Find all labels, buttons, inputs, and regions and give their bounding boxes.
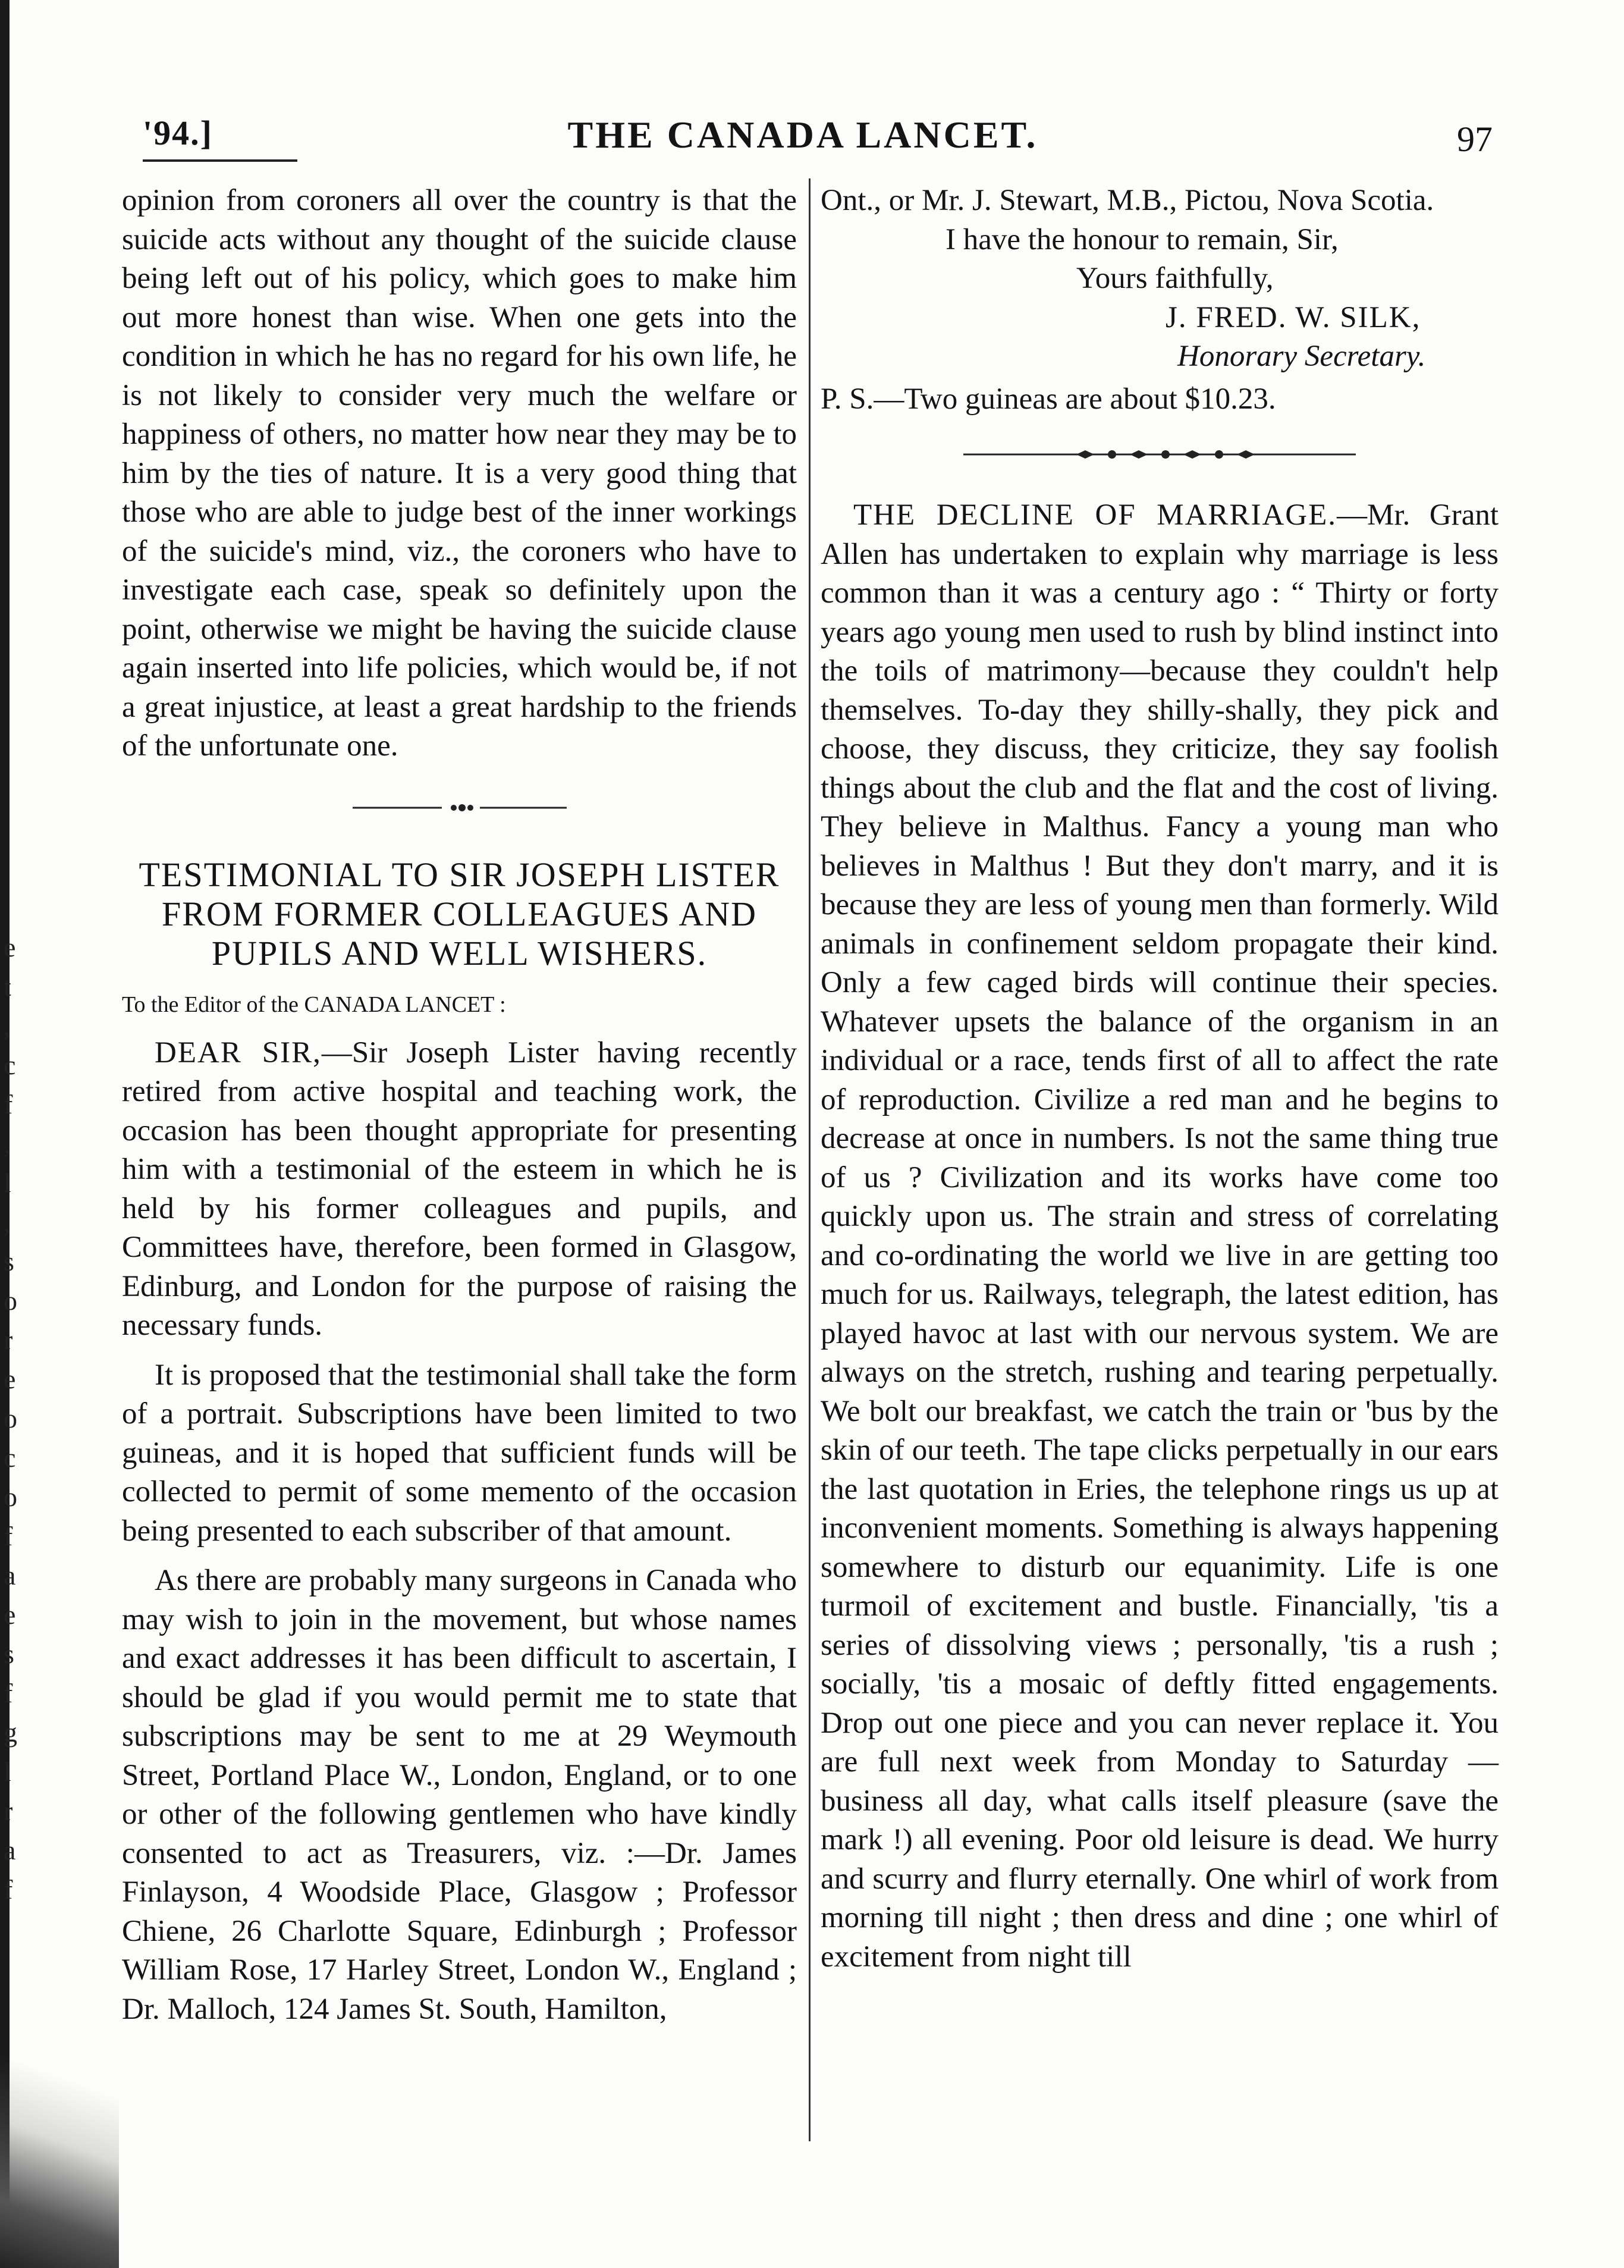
margin-fragment: c (4, 1050, 16, 1080)
running-header (119, 113, 1493, 167)
section-ornament (353, 802, 567, 814)
decline-of-marriage-article (821, 496, 1499, 1977)
journal-title: THE CANADA LANCET. (567, 114, 1038, 156)
margin-fragment: s (4, 1246, 14, 1276)
margin-fragment: t (4, 971, 11, 1002)
margin-fragment: e (4, 1599, 16, 1630)
margin-fragment: , (4, 1011, 11, 1041)
margin-fragment: g (4, 1717, 17, 1748)
suicide-clause-paragraph: opinion from coroners all over the country is that the suicide acts without any thought of the suicide clause being left out of his policy, which goes to make him out more honest than wise. When one gets into the condition in which he has no regard for his own life, he is not likely to consider very much the welfare or happiness of others, no matter how near they may be to him by the ties of nature. It is a very good thing that those who are able to judge best of the inner workings of the suicide's mind, viz., the coroners who have to investigate each case, speak so definitely upon the point, otherwise we might be having the suicide clause again inserted into life policies, which would be, if not a great injustice, at least a great hardship to the friends of the unfortunate one. (122, 184, 797, 763)
postscript: P. S.—Two guineas are about $10.23. (821, 382, 1276, 416)
letter-paragraph-1 (122, 1034, 797, 1345)
page-number: 97 (1457, 120, 1493, 159)
letter-paragraph-2: It is proposed that the testimonial shall take the form of a portrait. Subscriptions have been limited to two guineas, and it is hoped that sufficient funds will be collected to permit of some memento of the occasion being presented to each subscriber of that amount. (122, 1358, 797, 1548)
margin-fragment: s (4, 1639, 14, 1669)
letter-closing: I have the honour to remain, Sir, (945, 222, 1339, 256)
margin-fragment: a (4, 1835, 16, 1865)
signatory-role: Honorary Secretary. (1177, 340, 1426, 373)
article-title: THE DECLINE OF MARRIAGE. (853, 498, 1337, 532)
letter-salutation: DEAR SIR, (155, 1036, 322, 1069)
margin-fragment: l (4, 1168, 11, 1198)
margin-fragment: f (4, 1521, 13, 1551)
margin-fragment: f (4, 1089, 13, 1119)
margin-fragment: o (4, 1403, 17, 1433)
margin-fragment: e (4, 932, 16, 962)
testimonial-heading: TESTIMONIAL TO SIR JOSEPH LISTER FROM FORMER COLLEAGUES AND PUPILS AND WELL WISHERS. (139, 855, 780, 973)
margin-fragment: r (4, 1325, 13, 1355)
column-divider (809, 178, 811, 2141)
left-margin-fragments (4, 928, 18, 2118)
margin-fragment: f (4, 1678, 13, 1708)
letter-paragraph-1-text: —Sir Joseph Lister having recently retired from active hospital and teaching work, the occasion has been thought appropriate for presenting him with a testimonial of the esteem in which he is held by his former colleagues and pupils, and Committees have, therefore, been formed in Glasgow, Edinburg, and London for the purpose of raising the necessary funds. (122, 1036, 797, 1342)
article-body: —Mr. Grant Allen has undertaken to explain why marriage is less common than it was a century ago : “ Thirty or forty years ago young men used to rush by blind instinct into the toils of matrimony—because they couldn't help themselves. To-day they shilly-shally, they pick and choose, they discuss, they criticize, they say foolish things about the club and the flat and the cost of living. They believe in Malthus. Fancy a young man who believes in Malthus ! But they don't marry, and it is because they are less of young men than formerly. Wild animals in confinement seldom propagate their kind. Only a few caged birds will continue their species. Whatever upsets the balance of the organism in an individual or a race, tends first of all to affect the rate of reproduction. Civilize a red man and he begins to decrease at once in numbers. Is not the same thing true of us ? Civilization and its works have come too quickly upon us. The strain and stress of correlating and co-ordinating the world we live in are getting too much for us. Railways, telegraph, the latest edition, has played havoc at last with our nervous system. We are always on the stretch, rushing and tearing perpetually. We bolt our breakfast, we catch the train or 'bus by the skin of our teeth. The tape clicks perpetually in our ears the last quotation in Eries, the telephone rings us up at inconvenient moments. Something is always happening somewhere to disturb our equanimity. Life is one turmoil of excitement and bustle. Financially, 'tis a series of dissolving views ; personally, 'tis a rush ; socially, 'tis a mosaic of deftly fitted engagements. Drop out one piece and you can never replace it. You are full next week from Monday to Saturday —business all day, what calls itself pleasure (save the mark !) all evening. Poor old leisure is dead. We hurry and scurry and flurry eternally. One whirl of work from morning till night ; then dress and dine ; one whirl of excitement from night till (821, 498, 1499, 1974)
margin-fragment: o (4, 1285, 17, 1316)
margin-fragment: c (4, 1442, 16, 1473)
letter-addressee: To the Editor of the CANADA LANCET : (122, 992, 506, 1017)
letter-paragraph-3: As there are probably many surgeons in Canada who may wish to join in the movement, but whose names and exact addresses it has been difficult to ascertain, I should be glad if you would permit me to state that subscriptions may be sent to me at 29 Weymouth Street, Portland Place W., London, England, or to one or other of the following gentlemen who have kindly consented to act as Treasurers, viz. :—Dr. James Finlayson, 4 Woodside Place, Glasgow ; Professor Chiene, 26 Charlotte Square, Edinburgh ; Professor William Rose, 17 Harley Street, London W., England ; Dr. Malloch, 124 James St. South, Hamilton, (122, 1564, 797, 2026)
margin-fragment: e (4, 1364, 16, 1394)
margin-fragment: f (4, 1874, 13, 1905)
margin-fragment: , (4, 1128, 11, 1159)
letter-valediction: Yours faithfully, (1076, 262, 1274, 295)
letter-signature: J. FRED. W. SILK, (1166, 300, 1421, 334)
header-year: '94.] (143, 114, 213, 152)
section-ornament-right (963, 448, 1356, 460)
binding-shadow (0, 2042, 119, 2268)
margin-fragment: o (4, 1482, 17, 1512)
margin-fragment: , (4, 1207, 11, 1237)
margin-fragment: l (4, 1756, 11, 1787)
right-column (821, 181, 1499, 1977)
header-underline (143, 159, 297, 162)
margin-fragment: r (4, 1796, 13, 1826)
margin-fragment: a (4, 1560, 16, 1591)
letter-continuation: Ont., or Mr. J. Stewart, M.B., Pictou, Nova Scotia. (821, 184, 1434, 217)
left-column (122, 181, 797, 2029)
